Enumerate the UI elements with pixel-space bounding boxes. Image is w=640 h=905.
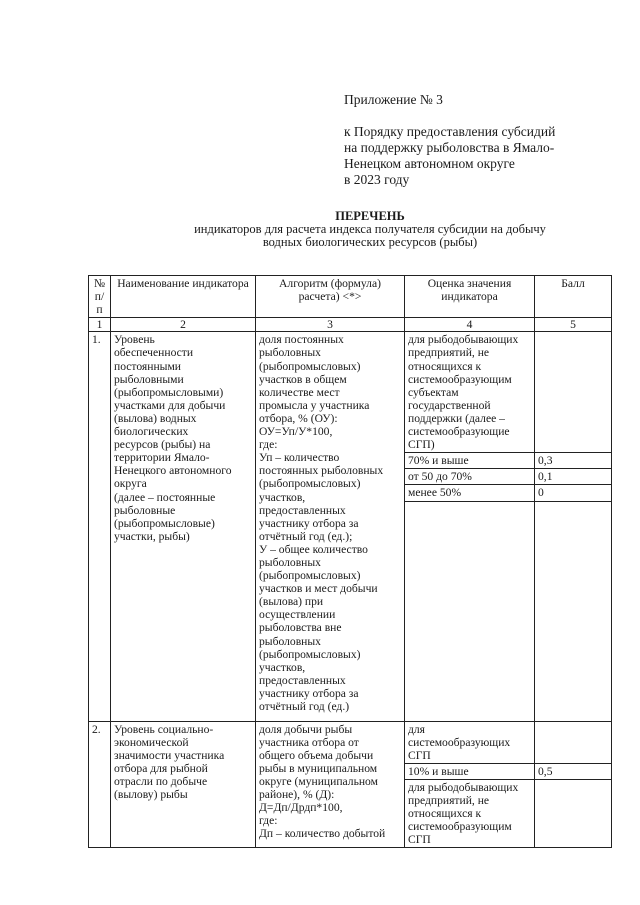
text-line: обеспеченности bbox=[114, 346, 194, 360]
column-number-row bbox=[89, 318, 612, 332]
text-line: районе), % (Д): bbox=[259, 787, 335, 801]
evaluation-option: 10% и выше bbox=[405, 763, 535, 779]
document-subtitle-line: водных биологических ресурсов (рыбы) bbox=[262, 235, 478, 249]
appendix-title bbox=[344, 92, 443, 108]
header-num: № п/п bbox=[89, 276, 111, 318]
evaluation-group bbox=[405, 721, 535, 763]
text-line: Ненецкого автономного bbox=[114, 464, 232, 478]
appendix-reference bbox=[344, 124, 555, 188]
evaluation-option: 70% и выше bbox=[405, 453, 535, 469]
text-line: для рыбодобывающих bbox=[408, 333, 519, 347]
text-line: доля добычи рыбы bbox=[259, 722, 353, 736]
score-value: 0 bbox=[535, 485, 612, 501]
text-line: Уровень социально- bbox=[114, 722, 214, 736]
text-line: количестве мест bbox=[259, 385, 340, 399]
text-line: относящихся к bbox=[408, 807, 482, 821]
appendix-line: Ненецком автономном округе bbox=[344, 156, 515, 171]
text-line: предоставленных bbox=[259, 673, 346, 687]
text-line: экономической bbox=[114, 735, 189, 749]
indicators-table bbox=[88, 275, 612, 848]
text-line: субъектам bbox=[408, 385, 459, 399]
text-line: (рыбопромысловых) bbox=[259, 569, 361, 583]
column-number: 5 bbox=[535, 318, 612, 332]
text-line: рыболовства вне bbox=[259, 621, 342, 635]
text-line: (рыбопромысловых) bbox=[259, 647, 361, 661]
text-line: участков, bbox=[259, 490, 306, 504]
score-cell bbox=[535, 779, 612, 847]
text-line: рыболовных bbox=[259, 555, 321, 569]
text-line: для bbox=[408, 722, 426, 736]
text-line: (вылова) водных bbox=[114, 411, 197, 425]
indicator-algorithm bbox=[256, 721, 405, 848]
text-line: участника отбора от bbox=[259, 735, 359, 749]
text-line: рыболовных bbox=[259, 346, 321, 360]
table-row bbox=[89, 332, 612, 453]
indicator-name bbox=[111, 721, 256, 848]
text-line: Д=Дп/Дрдп*100, bbox=[259, 801, 343, 815]
text-line: постоянных рыболовных bbox=[259, 464, 384, 478]
text-line: рыболовные bbox=[114, 503, 176, 517]
text-line: системообразующим bbox=[408, 372, 512, 386]
text-line: участнику отбора за bbox=[259, 686, 359, 700]
column-number: 3 bbox=[256, 318, 405, 332]
text-line: (вылову) рыбы bbox=[114, 787, 188, 801]
text-line: поддержки (далее – bbox=[408, 411, 505, 425]
score-value: 0,3 bbox=[535, 453, 612, 469]
column-number: 4 bbox=[405, 318, 535, 332]
text-line: Уп – количество bbox=[259, 451, 340, 465]
score-cell bbox=[535, 332, 612, 453]
document-subtitle-line: индикаторов для расчета индекса получателя субсидии на добычу bbox=[194, 222, 546, 236]
evaluation-group bbox=[405, 332, 535, 453]
appendix-line: на поддержку рыболовства в Ямало- bbox=[344, 140, 555, 155]
text-line: Уровень bbox=[114, 333, 155, 347]
evaluation-group bbox=[405, 779, 535, 847]
text-line: предоставленных bbox=[259, 503, 346, 517]
header-name: Наименование индикатора bbox=[111, 276, 256, 318]
appendix-line: в 2023 году bbox=[344, 172, 410, 187]
text-line: промысла у участника bbox=[259, 398, 370, 412]
text-line: доля постоянных bbox=[259, 333, 344, 347]
text-line: (рыбопромысловых) bbox=[259, 477, 361, 491]
text-line: участки, рыбы) bbox=[114, 529, 190, 543]
header-evaluation: Оценка значения индикатора bbox=[405, 276, 535, 318]
score-value: 0,5 bbox=[535, 763, 612, 779]
text-line: где: bbox=[259, 814, 278, 828]
text-line: округе (муниципальном bbox=[259, 774, 378, 788]
indicator-algorithm bbox=[256, 332, 405, 721]
text-line: рыболовных bbox=[259, 634, 321, 648]
score-empty bbox=[535, 501, 612, 721]
text-line: рыболовными bbox=[114, 372, 184, 386]
text-line: (далее – постоянные bbox=[114, 490, 216, 504]
text-line: участков в общем bbox=[259, 372, 347, 386]
text-line: системообразующие bbox=[408, 425, 510, 439]
text-line: отчётный год (ед.) bbox=[259, 700, 350, 713]
appendix-title-text: Приложение № 3 bbox=[344, 92, 443, 107]
score-cell bbox=[535, 721, 612, 763]
text-line: отрасли по добыче bbox=[114, 774, 208, 788]
text-line: территории Ямало- bbox=[114, 451, 210, 465]
text-line: системообразующим bbox=[408, 820, 512, 834]
text-line: предприятий, не bbox=[408, 793, 490, 807]
indicator-name bbox=[111, 332, 256, 721]
text-line: округа bbox=[114, 477, 147, 491]
text-line: (вылова) при bbox=[259, 595, 324, 609]
text-line: СГП bbox=[408, 748, 431, 762]
text-line: государственной bbox=[408, 398, 491, 412]
text-line: значимости участника bbox=[114, 748, 225, 762]
text-line: ресурсов (рыбы) на bbox=[114, 438, 211, 452]
text-line: предприятий, не bbox=[408, 346, 490, 360]
text-line: относящихся к bbox=[408, 359, 482, 373]
text-line: участков и мест добычи bbox=[259, 582, 378, 596]
text-line: (рыбопромысловыми) bbox=[114, 385, 224, 399]
text-line: участков, bbox=[259, 660, 306, 674]
text-line: биологических bbox=[114, 425, 189, 439]
text-line: общего объема добычи bbox=[259, 748, 374, 762]
text-line: системообразующих bbox=[408, 735, 511, 749]
score-value: 0,1 bbox=[535, 469, 612, 485]
text-line: осуществлении bbox=[259, 608, 336, 622]
document-title: ПЕРЕЧЕНЬ bbox=[335, 209, 405, 223]
text-line: У – общее количество bbox=[259, 542, 368, 556]
table-header-row bbox=[89, 276, 612, 318]
text-line: Дп – количество добытой bbox=[259, 827, 386, 841]
evaluation-empty bbox=[405, 501, 535, 721]
text-line: СГП bbox=[408, 833, 431, 847]
text-line: отбора для рыбной bbox=[114, 761, 208, 775]
text-line: отбора, % (ОУ): bbox=[259, 411, 338, 425]
text-line: постоянными bbox=[114, 359, 181, 373]
text-line: отчётный год (ед.); bbox=[259, 529, 353, 543]
column-number: 1 bbox=[89, 318, 111, 332]
text-line: ОУ=Уп/У*100, bbox=[259, 425, 333, 439]
appendix-line: к Порядку предоставления субсидий bbox=[344, 124, 556, 139]
header-algorithm: Алгоритм (формула) расчета) <*> bbox=[256, 276, 405, 318]
text-line: участнику отбора за bbox=[259, 516, 359, 530]
text-line: (рыбопромысловых) bbox=[259, 359, 361, 373]
row-number: 2. bbox=[89, 721, 111, 848]
evaluation-option: менее 50% bbox=[405, 485, 535, 501]
text-line: участками для добычи bbox=[114, 398, 226, 412]
text-line: рыбы в муниципальном bbox=[259, 761, 378, 775]
text-line: (рыбопромысловые) bbox=[114, 516, 215, 530]
table-row bbox=[89, 721, 612, 763]
column-number: 2 bbox=[111, 318, 256, 332]
text-line: где: bbox=[259, 438, 278, 452]
document-heading bbox=[100, 210, 640, 249]
header-score: Балл bbox=[535, 276, 612, 318]
evaluation-option: от 50 до 70% bbox=[405, 469, 535, 485]
text-line: для рыбодобывающих bbox=[408, 780, 519, 794]
text-line: СГП) bbox=[408, 438, 435, 452]
row-number: 1. bbox=[89, 332, 111, 721]
